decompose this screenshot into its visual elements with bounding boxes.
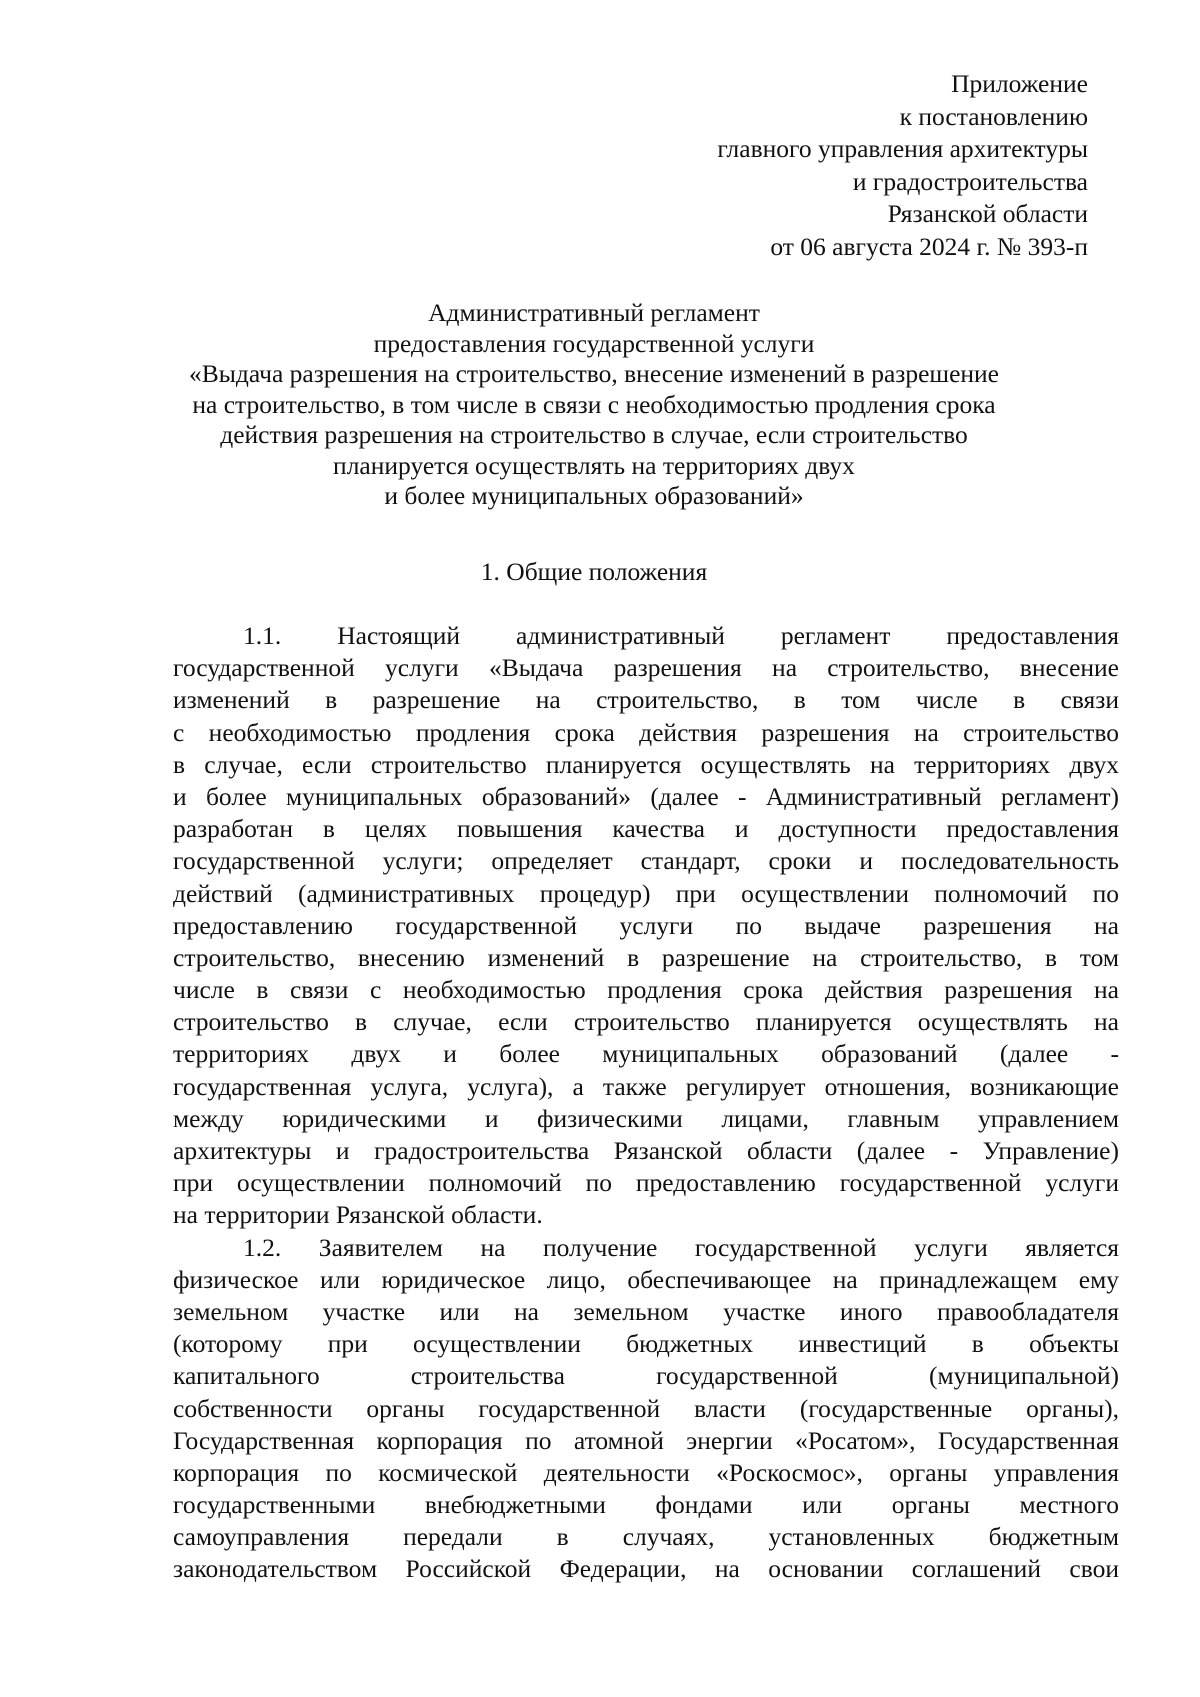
section-heading: 1. Общие положения <box>480 557 708 586</box>
text-line: между юридическими и физическими лицами, главным управлением <box>173 1103 1119 1133</box>
title-line: планируется осуществлять на территориях двух <box>333 450 855 480</box>
approval-line: Приложение <box>951 69 1088 98</box>
text-line: на территории Рязанской области. <box>173 1200 543 1230</box>
text-line: изменений в разрешение на строительство, в том числе в связи <box>173 685 1119 715</box>
text-line: государственными внебюджетными фондами или органы местного <box>173 1490 1119 1520</box>
title-line: Административный регламент <box>428 298 760 327</box>
text-line: действий (административных процедур) при осуществлении полномочий по <box>173 878 1119 908</box>
document-title <box>140 298 1048 512</box>
text-line: собственности органы государственной власти (государственные органы), <box>173 1393 1119 1423</box>
text-line: с необходимостью продления срока действия разрешения на строительство <box>173 717 1119 747</box>
approval-line: и градостроительства <box>852 166 1088 196</box>
title-line: на строительство, в том числе в связи с необходимостью продления срока <box>192 389 996 419</box>
title-line: и более муниципальных образований» <box>384 481 804 510</box>
title-line: действия разрешения на строительство в случае, если строительство <box>220 420 968 449</box>
text-line: территориях двух и более муниципальных образований (далее - <box>173 1039 1119 1069</box>
text-line: разработан в целях повышения качества и доступности предоставления <box>173 814 1119 844</box>
text-line: 1.1. Настоящий административный регламент предоставления <box>243 621 1119 650</box>
text-line: Государственная корпорация по атомной энергии «Росатом», Государственная <box>173 1425 1119 1455</box>
text-line: числе в связи с необходимостью продления срока действия разрешения на <box>173 975 1119 1005</box>
text-line: земельном участке или на земельном участке иного правообладателя <box>173 1296 1119 1326</box>
approval-line: Рязанской области <box>887 199 1088 228</box>
text-line: и более муниципальных образований» (далее - Административный регламент) <box>173 781 1119 811</box>
text-line: предоставлению государственной услуги по выдаче разрешения на <box>173 910 1119 940</box>
text-line: 1.2. Заявителем на получение государственной услуги является <box>243 1232 1119 1262</box>
text-line: самоуправления передали в случаях, установленных бюджетным <box>173 1522 1119 1552</box>
paragraph-1-1 <box>173 620 1119 1232</box>
text-line: архитектуры и градостроительства Рязанской области (далее - Управление) <box>173 1136 1119 1165</box>
approval-block <box>568 68 1088 263</box>
approval-line: главного управления архитектуры <box>717 134 1088 163</box>
title-line: «Выдача разрешения на строительство, внесение изменений в разрешение <box>189 359 999 388</box>
approval-line: от 06 августа 2024 г. № 393-п <box>770 231 1088 261</box>
title-line: предоставления государственной услуги <box>373 328 815 358</box>
text-line: корпорация по космической деятельности «Роскосмос», органы управления <box>173 1457 1119 1487</box>
text-line: законодательством Российской Федерации, на основании соглашений свои <box>173 1554 1119 1584</box>
text-line: при осуществлении полномочий по предоставлению государственной услуги <box>173 1168 1119 1198</box>
text-line: государственная услуга, услуга), а также регулирует отношения, возникающие <box>173 1071 1119 1101</box>
text-line: (которому при осуществлении бюджетных инвестиций в объекты <box>173 1329 1119 1359</box>
document-body <box>173 620 1119 1586</box>
paragraph-1-2 <box>173 1232 1119 1586</box>
text-line: в случае, если строительство планируется осуществлять на территориях двух <box>173 749 1119 779</box>
approval-line: к постановлению <box>899 101 1088 131</box>
text-line: физическое или юридическое лицо, обеспечивающее на принадлежащем ему <box>173 1264 1119 1294</box>
text-line: строительство, внесению изменений в разрешение на строительство, в том <box>173 942 1119 972</box>
text-line: государственной услуги «Выдача разрешения на строительство, внесение <box>173 653 1119 683</box>
text-line: государственной услуги; определяет стандарт, сроки и последовательность <box>173 846 1119 876</box>
text-line: капитального строительства государственной (муниципальной) <box>173 1361 1119 1391</box>
text-line: строительство в случае, если строительство планируется осуществлять на <box>173 1007 1119 1037</box>
